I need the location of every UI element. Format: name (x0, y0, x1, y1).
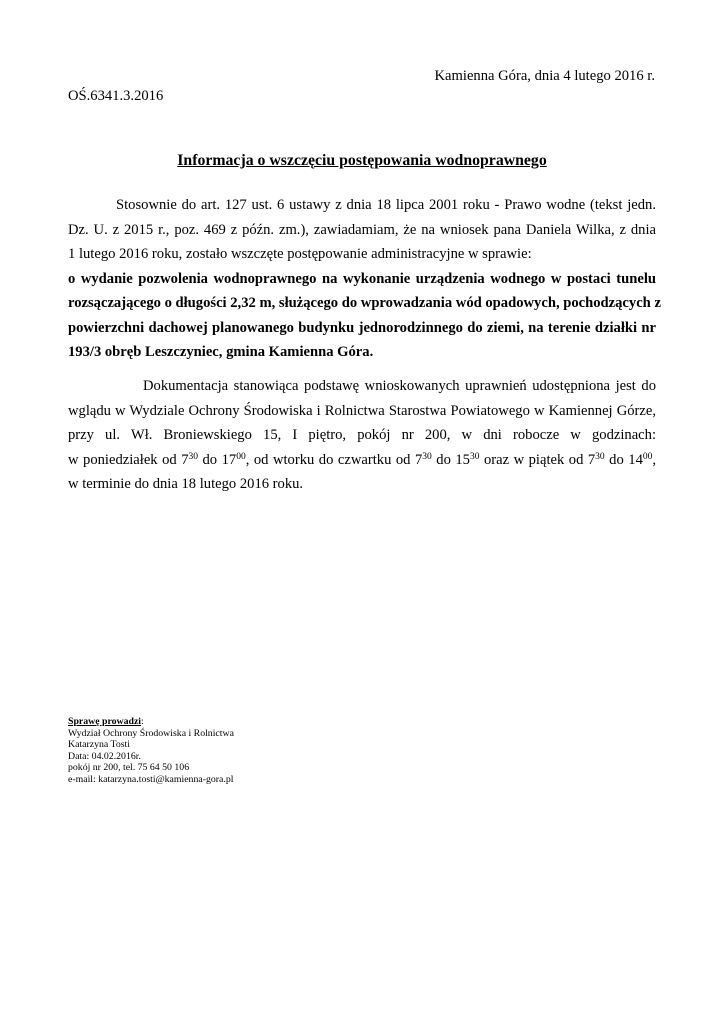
subject-line: rozsączającego o długości 2,32 m, służącego do wprowadzania wód opadowych, pochodzących z (68, 295, 661, 311)
paragraph-line: Stosownie do art. 127 ust. 6 ustawy z dnia 18 lipca 2001 roku - Prawo wodne (tekst jedn. (116, 197, 656, 213)
subject-line: o wydanie pozwolenia wodnoprawnego na wykonanie urządzenia wodnego w postaci tunelu (68, 270, 656, 287)
footer-person: Katarzyna Tosti (68, 739, 130, 751)
deadline-line: w terminie do dnia 18 lutego 2016 roku. (68, 476, 304, 492)
case-handler-footer (68, 716, 234, 786)
subject-line: 193/3 obręb Leszczyniec, gmina Kamienna Góra. (68, 344, 374, 360)
footer-department: Wydział Ochrony Środowiska i Rolnictwa (68, 727, 234, 739)
paragraph-line: Dz. U. z 2015 r., poz. 469 z późn. zm.), zawiadamiam, że na wniosek pana Daniela Wilka, z dnia (68, 221, 656, 238)
case-number: OŚ.6341.3.2016 (68, 88, 164, 104)
paragraph-line: 1 lutego 2016 roku, zostało wszczęte postępowanie administracyjne w sprawie: (68, 246, 532, 262)
paragraph-line: Dokumentacja stanowiąca podstawę wnioskowanych uprawnień udostępniona jest do (143, 378, 656, 394)
office-hours-line: w poniedziałek od $7^{30}$ do $17^{00}$, od wtorku do czwartku od $7^{30}$ do $15^{30}$ oraz w piątek od $7^{30}$ do $14^{00}$, (68, 451, 657, 468)
paragraph-documentation (68, 374, 656, 497)
footer-email: e-mail: katarzyna.tosti@kamienna-gora.pl (68, 773, 234, 785)
footer-heading-row: Sprawę prowadzi: (68, 716, 144, 727)
document-title: Informacja o wszczęciu postępowania wodnoprawnego (177, 152, 547, 169)
subject-line: powierzchni dachowej planowanego budynku jednorodzinnego do ziemi, na terenie działki nr (68, 319, 656, 336)
paragraph-notice (68, 193, 661, 365)
paragraph-line: wglądu w Wydziale Ochrony Środowiska i Rolnictwa Starostwa Powiatowego w Kamiennej Górze, (68, 402, 656, 419)
place-date: Kamienna Góra, dnia 4 lutego 2016 r. (434, 68, 655, 84)
footer-heading: Sprawę prowadzi (68, 716, 142, 727)
paragraph-line: przy ul. Wł. Broniewskiego 15, I piętro, pokój nr 200, w dni robocze w godzinach: (68, 427, 656, 443)
footer-contact: pokój nr 200, tel. 75 64 50 106 (68, 762, 190, 774)
footer-date: Data: 04.02.2016r. (68, 750, 141, 762)
